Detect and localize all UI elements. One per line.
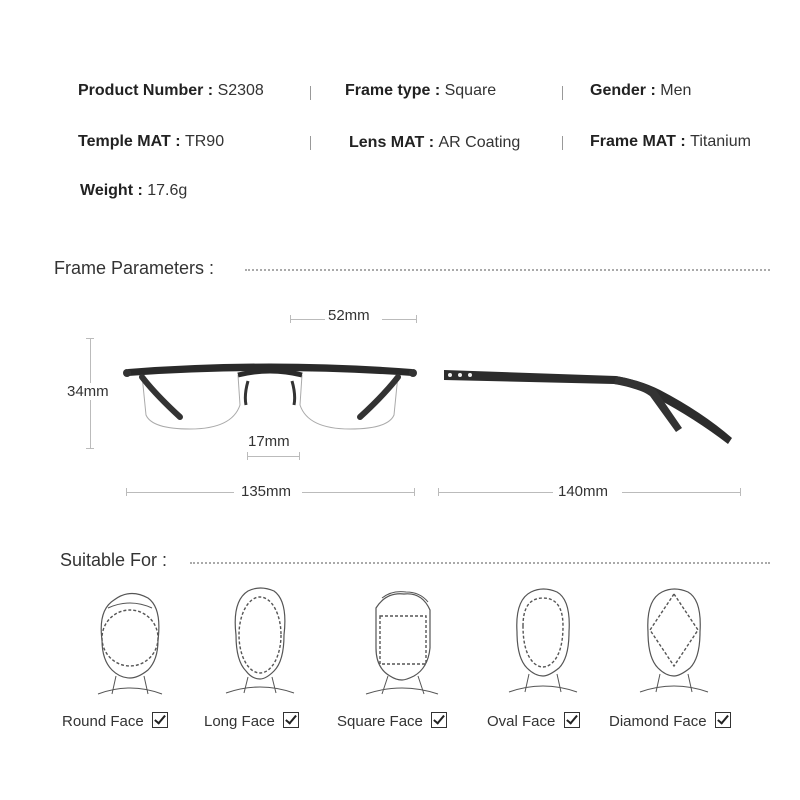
spec-value: TR90 [184,133,225,150]
face-label-square [337,712,447,730]
spec-frame-type: Frame type : Square [345,82,497,99]
diamond-face-icon [636,586,712,694]
long-face-icon [222,585,298,695]
bridge-value: 17mm [248,433,290,450]
checkbox-checked-icon [564,712,580,728]
spec-value: AR Coating [438,134,521,151]
frame-width-line [302,492,414,493]
divider [562,136,563,150]
spec-lens-mat: Lens MAT : AR Coating [349,134,521,151]
face-label-text: Round Face [62,713,144,730]
face-label-text: Square Face [337,713,423,730]
frame-parameters-title: Frame Parameters : [54,258,215,278]
square-face-icon [362,588,442,696]
dim-tick [290,315,291,323]
checkbox-checked-icon [431,712,447,728]
divider [562,86,563,100]
spec-value: Titanium [690,133,751,150]
lens-width-line [382,319,416,320]
face-label-long [204,712,299,730]
spec-label: Gender [590,82,647,99]
section-divider [190,562,770,564]
face-label-oval [487,712,580,730]
dim-tick [414,488,415,496]
spec-value: Men [660,82,692,99]
suitable-for-title: Suitable For : [60,550,168,570]
spec-label: Lens MAT [349,134,425,151]
temple-side-icon [440,360,740,450]
divider [310,136,311,150]
frame-width-line [126,492,234,493]
face-label-text: Diamond Face [609,713,707,730]
temple-length-line [622,492,740,493]
face-label-round [62,712,168,730]
lens-width-value: 52mm [328,307,370,324]
spec-temple-mat: Temple MAT : TR90 [78,133,225,150]
dim-tick [86,338,94,339]
temple-length-line [438,492,553,493]
checkbox-checked-icon [283,712,299,728]
dim-tick [299,452,300,460]
glasses-front-icon [120,355,420,440]
dim-tick [86,448,94,449]
spec-product-number: Product Number : S2308 [78,82,264,99]
spec-value: 17.6g [147,182,188,199]
face-label-diamond [609,712,731,730]
section-divider [245,269,770,271]
divider [310,86,311,100]
oval-face-icon [505,586,581,694]
dim-tick [126,488,127,496]
face-label-text: Oval Face [487,713,556,730]
spec-frame-mat: Frame MAT : Titanium [590,133,751,150]
lens-height-value: 34mm [67,383,109,400]
lens-width-line [290,319,325,320]
dim-tick [438,488,439,496]
spec-label: Weight [80,182,134,199]
spec-value: S2308 [217,82,264,99]
round-face-icon [92,590,168,695]
bridge-line [247,456,299,457]
spec-label: Product Number [78,82,204,99]
dim-tick [247,452,248,460]
spec-label: Frame MAT [590,133,676,150]
temple-length-value: 140mm [558,483,609,500]
frame-width-value: 135mm [241,483,292,500]
checkbox-checked-icon [715,712,731,728]
dim-tick [740,488,741,496]
face-label-text: Long Face [204,713,275,730]
checkbox-checked-icon [152,712,168,728]
spec-label: Temple MAT [78,133,171,150]
dim-tick [416,315,417,323]
spec-gender: Gender : Men [590,82,692,99]
spec-weight: Weight : 17.6g [80,182,188,199]
spec-label: Frame type [345,82,431,99]
spec-value: Square [444,82,497,99]
